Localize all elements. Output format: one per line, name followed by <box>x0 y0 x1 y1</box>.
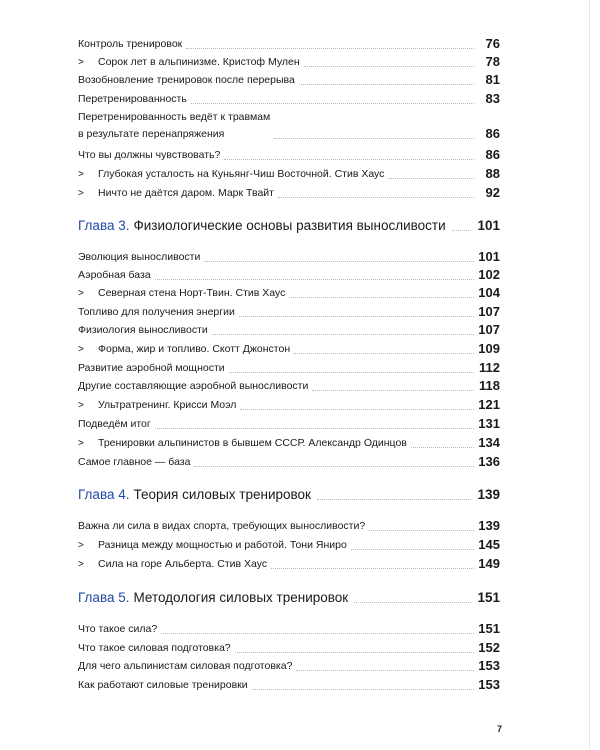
chapter-heading[interactable] <box>78 486 500 503</box>
entry-title: Сорок лет в альпинизме. Кристоф Мулен <box>98 56 300 68</box>
entry-title: Форма, жир и топливо. Скотт Джонстон <box>98 343 291 355</box>
entry-title: Сила на горе Альберта. Стив Хаус <box>98 558 268 570</box>
toc-entry[interactable] <box>78 72 500 87</box>
entry-page: 83 <box>485 91 500 106</box>
chapter-label: Глава 5. <box>78 590 130 605</box>
dot-leader <box>278 197 474 198</box>
entry-title: Эволюция выносливости <box>78 251 201 263</box>
chevron-right-icon: > <box>78 559 84 570</box>
dot-leader <box>191 103 474 104</box>
entry-title: Что такое силовая подготовка? <box>78 642 231 654</box>
dot-leader <box>452 230 472 231</box>
chevron-right-icon: > <box>78 57 84 68</box>
entry-page: 153 <box>478 658 500 673</box>
chevron-right-icon: > <box>78 288 84 299</box>
toc-entry[interactable] <box>78 267 500 282</box>
chevron-right-icon: > <box>78 188 84 199</box>
entry-title: Северная стена Норт-Твин. Стив Хаус <box>98 287 286 299</box>
dot-leader <box>271 568 474 569</box>
toc-entry[interactable] <box>78 658 500 673</box>
entry-title: Ничто не даётся даром. Марк Твайт <box>98 187 274 199</box>
toc-entry[interactable] <box>78 416 500 431</box>
dot-leader <box>388 178 474 179</box>
entry-page: 102 <box>478 267 500 282</box>
entry-title: Как работают силовые тренировки <box>78 679 248 691</box>
chapter-heading[interactable] <box>78 589 500 606</box>
dot-leader <box>155 279 474 280</box>
entry-page: 107 <box>478 322 500 337</box>
entry-title: Что такое сила? <box>78 623 158 635</box>
entry-page: 112 <box>479 360 500 375</box>
entry-title: Возобновление тренировок после перерыва <box>78 74 295 86</box>
chapter-label: Глава 3. <box>78 218 130 233</box>
chapter-page: 151 <box>477 590 500 605</box>
entry-page: 109 <box>478 341 500 356</box>
entry-page: 136 <box>478 454 500 469</box>
chevron-right-icon: > <box>78 169 84 180</box>
dot-leader <box>239 316 474 317</box>
dot-leader <box>411 447 474 448</box>
entry-title: Что вы должны чувствовать? <box>78 149 221 161</box>
chapter-page: 101 <box>477 218 500 233</box>
dot-leader <box>161 633 474 634</box>
dot-leader <box>299 84 474 85</box>
toc-entry[interactable] <box>78 147 500 162</box>
entry-page: 118 <box>479 378 500 393</box>
toc-entry[interactable] <box>78 378 500 393</box>
entry-page: 139 <box>478 518 500 533</box>
page-edge <box>589 0 590 750</box>
entry-title: Аэробная база <box>78 269 151 281</box>
entry-page: 134 <box>478 435 500 450</box>
toc-entry[interactable] <box>78 397 500 412</box>
entry-page: 88 <box>485 166 500 181</box>
entry-page: 151 <box>478 621 500 636</box>
chevron-right-icon: > <box>78 344 84 355</box>
dot-leader <box>289 297 474 298</box>
dot-leader <box>240 409 474 410</box>
entry-page: 152 <box>478 640 500 655</box>
chevron-right-icon: > <box>78 438 84 449</box>
toc-entry[interactable] <box>78 166 500 181</box>
chevron-right-icon: > <box>78 400 84 411</box>
dot-leader <box>224 159 474 160</box>
entry-title: Развитие аэробной мощности <box>78 362 225 374</box>
dot-leader <box>252 689 474 690</box>
dot-leader <box>354 602 471 603</box>
toc-entry[interactable] <box>78 621 500 636</box>
toc-entry[interactable] <box>78 454 500 469</box>
entry-title: Разница между мощностью и работой. Тони Яниро <box>98 539 347 551</box>
dot-leader <box>296 670 474 671</box>
toc-entry[interactable] <box>78 518 500 533</box>
dot-leader <box>294 353 474 354</box>
dot-leader <box>186 48 474 49</box>
chapter-title: Методология силовых тренировок <box>133 590 349 605</box>
toc-entry[interactable] <box>78 249 500 264</box>
chapter-label: Глава 4. <box>78 487 130 502</box>
toc-entry[interactable] <box>78 185 500 200</box>
dot-leader <box>312 390 474 391</box>
entry-page: 86 <box>485 126 500 141</box>
dot-leader <box>204 261 474 262</box>
toc-entry[interactable] <box>78 322 500 337</box>
entry-page: 86 <box>485 147 500 162</box>
entry-page: 92 <box>485 185 500 200</box>
entry-title: Подведём итог <box>78 418 151 430</box>
toc-entry[interactable] <box>78 360 500 375</box>
entry-page: 149 <box>478 556 500 571</box>
entry-page: 76 <box>485 36 500 51</box>
chapter-title: Теория силовых тренировок <box>133 487 311 502</box>
dot-leader <box>304 66 474 67</box>
chapter-page: 139 <box>477 487 500 502</box>
entry-title: Перетренированность ведёт к травмам в результате перенапряжения <box>78 111 271 140</box>
entry-title: Для чего альпинистам силовая подготовка? <box>78 660 293 672</box>
toc-entry[interactable] <box>78 304 500 319</box>
toc-entry[interactable] <box>78 640 500 655</box>
entry-title: Топливо для получения энергии <box>78 306 235 318</box>
entry-title: Физиология выносливости <box>78 324 208 336</box>
toc-entry[interactable] <box>78 677 500 692</box>
toc-entry[interactable] <box>78 285 500 300</box>
page-number: 7 <box>497 724 503 734</box>
entry-page: 78 <box>485 54 500 69</box>
dot-leader <box>194 466 474 467</box>
entry-title: Контроль тренировок <box>78 38 183 50</box>
dot-leader <box>351 549 474 550</box>
toc-entry[interactable] <box>78 435 500 450</box>
entry-page: 121 <box>478 397 500 412</box>
entry-title: Другие составляющие аэробной выносливости <box>78 380 309 392</box>
entry-title: Самое главное — база <box>78 456 191 468</box>
entry-page: 153 <box>478 677 500 692</box>
chapter-heading[interactable] <box>78 217 500 234</box>
dot-leader <box>274 138 474 139</box>
entry-page: 107 <box>478 304 500 319</box>
dot-leader <box>155 428 474 429</box>
entry-title: Глубокая усталость на Куньянг-Чиш Восточной. Стив Хаус <box>98 168 385 180</box>
toc-entry[interactable] <box>78 36 500 51</box>
dot-leader <box>369 530 474 531</box>
toc-entry[interactable] <box>78 111 500 141</box>
entry-title: Ультратренинг. Крисси Моэл <box>98 399 237 411</box>
dot-leader <box>229 372 474 373</box>
entry-title: Тренировки альпинистов в бывшем СССР. Александр Одинцов <box>98 437 407 449</box>
entry-page: 104 <box>478 285 500 300</box>
toc-entry[interactable] <box>78 556 500 571</box>
entry-title: Важна ли сила в видах спорта, требующих выносливости? <box>78 520 366 532</box>
toc-entry[interactable] <box>78 537 500 552</box>
toc-entry[interactable] <box>78 341 500 356</box>
entry-page: 145 <box>478 537 500 552</box>
dot-leader <box>317 499 472 500</box>
dot-leader <box>212 334 474 335</box>
dot-leader <box>235 652 474 653</box>
toc-entry[interactable] <box>78 54 500 69</box>
toc-entry[interactable] <box>78 91 500 106</box>
chevron-right-icon: > <box>78 540 84 551</box>
entry-page: 131 <box>478 416 500 431</box>
chapter-title: Физиологические основы развития выносливости <box>133 218 446 233</box>
entry-page: 81 <box>485 72 500 87</box>
entry-title: Перетренированность <box>78 93 187 105</box>
entry-page: 101 <box>478 249 500 264</box>
